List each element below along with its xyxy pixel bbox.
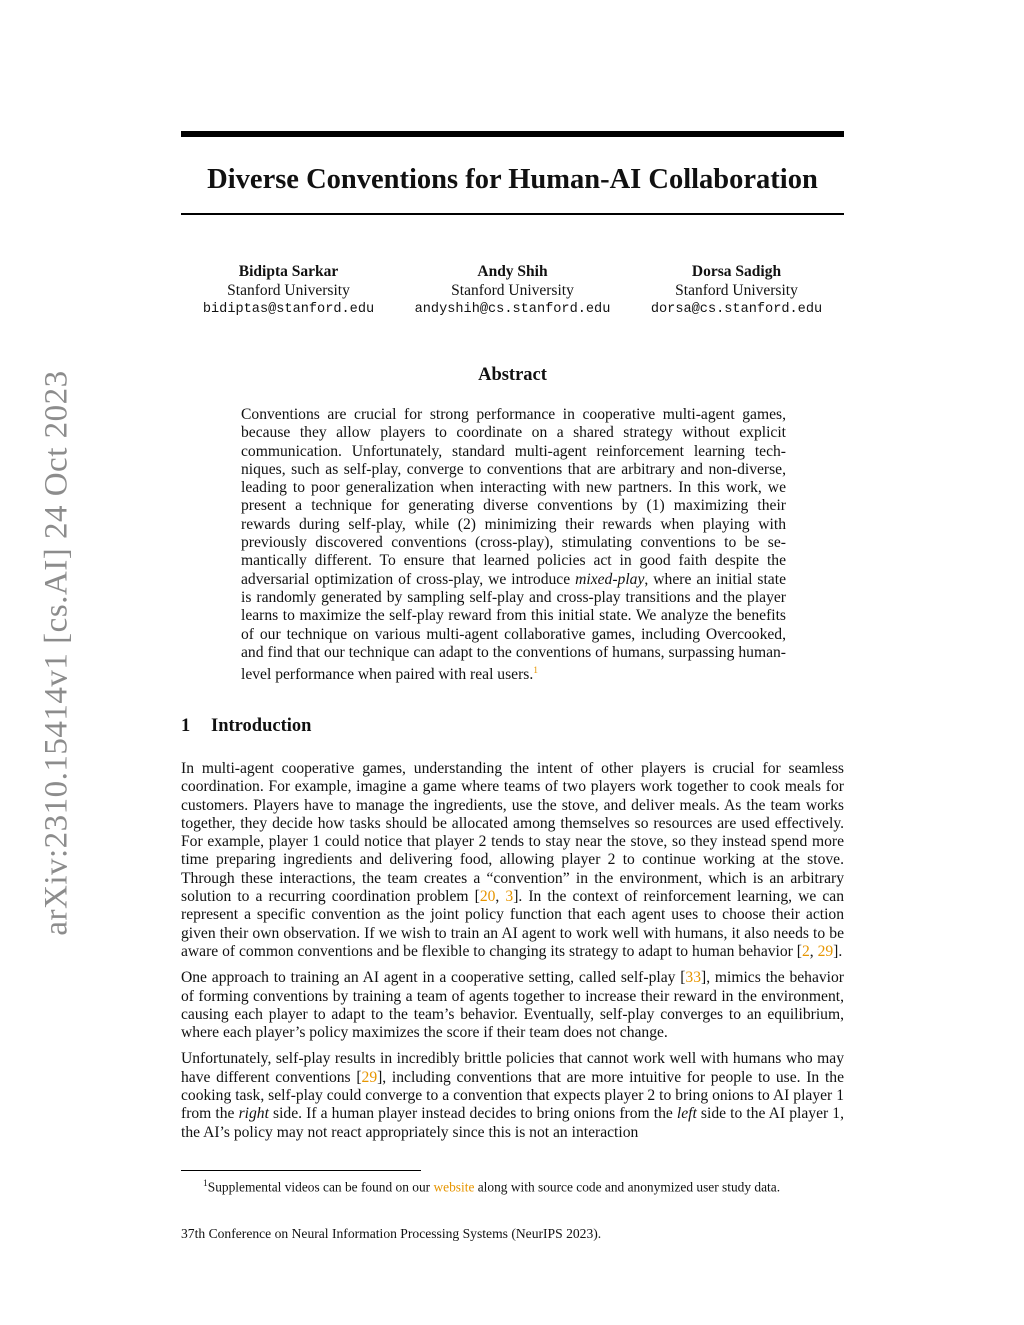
text-run: One approach to training an AI agent in a cooperative setting, called self-play [ [181, 969, 686, 987]
paragraph-2 [181, 969, 844, 1042]
text-run: ]. [833, 942, 843, 960]
citation-link[interactable]: 3 [505, 888, 514, 906]
text-run: side to the AI player 1, the AI’s policy may not react appropriately since this is not an interaction [181, 1105, 844, 1141]
paragraph-3 [181, 1050, 844, 1141]
author-name: Bidipta Sarkar [238, 263, 339, 280]
abstract-emphasis: mixed-play [575, 570, 645, 588]
footnote-rule [181, 1170, 421, 1171]
emphasis: right [238, 1105, 269, 1123]
text-run: , [495, 888, 506, 906]
author-affiliation: Stanford University [675, 282, 798, 299]
footnote-number: 1 [203, 1179, 208, 1189]
section-number: 1 [181, 716, 191, 736]
website-link[interactable]: website [433, 1179, 475, 1195]
text-run: ]. In the context of reinforcement learning, we can represent a specific convention as the joint policy function that each agent uses to choose their action given their own observation. If we wish to train an AI agent to work well with humans, it also needs to be aware of common conventions and be flexible to changing its strategy to adapt to human behavior [ [181, 888, 845, 960]
text-run: side. If a human player instead decides to bring onions from the [268, 1105, 677, 1123]
author-1 [181, 262, 396, 319]
author-email[interactable]: andyshih@cs.stanford.edu [414, 302, 611, 317]
title-top-rule [181, 131, 844, 137]
author-email[interactable]: dorsa@cs.stanford.edu [650, 302, 823, 317]
text-run: along with source code and anonymized user study data. [474, 1179, 781, 1195]
author-affiliation: Stanford University [227, 282, 350, 299]
paper-title: Diverse Conventions for Human-AI Collaboration [207, 164, 818, 195]
section-heading [181, 716, 311, 737]
conference-note: 37th Conference on Neural Information Processing Systems (NeurIPS 2023). [181, 1226, 602, 1241]
text-run: Unfortunately, self-play results in incredibly brittle policies that cannot work well with humans who may have different conventions [ [181, 1050, 844, 1086]
citation-link[interactable]: 20 [479, 888, 496, 906]
text-run: ], including conventions that are more intuitive for people to use. In the cooking task, self-play could converge to a convention that expects player 2 to bring onions to AI player 1 from the [181, 1068, 844, 1123]
author-name: Andy Shih [477, 263, 548, 280]
arxiv-identifier: arXiv:2310.15414v1 [cs.AI] 24 Oct 2023 [38, 370, 75, 936]
paragraph-1 [181, 760, 844, 961]
section-title: Introduction [211, 716, 312, 736]
abstract-text [241, 406, 786, 685]
text-run: ], mimics the behavior of forming conventions by training a team of agents together to increase their reward in the environment, causing each player to adapt to the team’s behavior. Eventually, self-play converges to an equilibrium, where each player’s policy maximizes the score if their team does not change. [181, 969, 844, 1042]
footnote [181, 1176, 844, 1195]
emphasis: left [676, 1105, 697, 1123]
text-run: In multi-agent cooperative games, understanding the intent of other players is crucial for seamless coordination. For example, imagine a game where teams of two players work together to cook meals for customers. Players have to manage the ingredients, use the stove, and deliver meals. As the team works together, they decide how tasks should be allocated among themselves so resources are used effectively. For example, player 1 could notice that player 2 tends to stay near the stove, so they instead spend more time preparing ingredients and delivering food, allowing player 2 to continue working at the stove. Through these interactions, the team creates a “convention” in the environment, which is an arbitrary solution to a recurring coordination problem [ [181, 760, 844, 906]
citation-link[interactable]: 33 [685, 969, 701, 987]
author-2 [396, 262, 629, 319]
citation-link[interactable]: 29 [361, 1068, 378, 1086]
author-email[interactable]: bidiptas@stanford.edu [202, 302, 375, 317]
author-3 [629, 262, 844, 319]
author-name: Dorsa Sadigh [691, 263, 782, 280]
author-affiliation: Stanford University [451, 282, 574, 299]
abstract-heading: Abstract [478, 365, 547, 385]
citation-link[interactable]: 29 [817, 942, 834, 960]
title-bottom-rule [181, 213, 844, 215]
citation-link[interactable]: 2 [801, 942, 810, 960]
footnote-marker[interactable]: 1 [533, 666, 539, 677]
body-text [181, 760, 844, 1150]
text-run: Supplemental videos can be found on our [207, 1179, 434, 1195]
abstract-part-1: Conventions are crucial for strong performance in cooperative multi-agent games, because they allow players to coordinate on a shared strategy without explicit communication. Unfortunately, standard multi-agent reinforcement learning techniques, such as self-play, converge to conventions that are arbitrary and non-diverse, leading to poor generalization when interacting with new partners. In this work, we present a technique for generating diverse conventions by (1) maximizing their rewards during self-play, while (2) minimizing their rewards when playing with previously discovered conventions (cross-play), stimulating conventions to be semantically different. To ensure that learned policies act in good faith despite the adversarial optimization of cross-play, we introduce [241, 406, 786, 588]
text-run: , [809, 942, 818, 960]
abstract-part-2: , where an initial state is randomly generated by sampling self-play and cross-play transitions and the player learns to maximize the self-play reward from this initial state. We analyze the benefits of our technique on various multi-agent collaborative games, including Overcooked, and find that our technique can adapt to the conventions of humans, surpassing human-level performance when paired with real users. [241, 570, 786, 684]
